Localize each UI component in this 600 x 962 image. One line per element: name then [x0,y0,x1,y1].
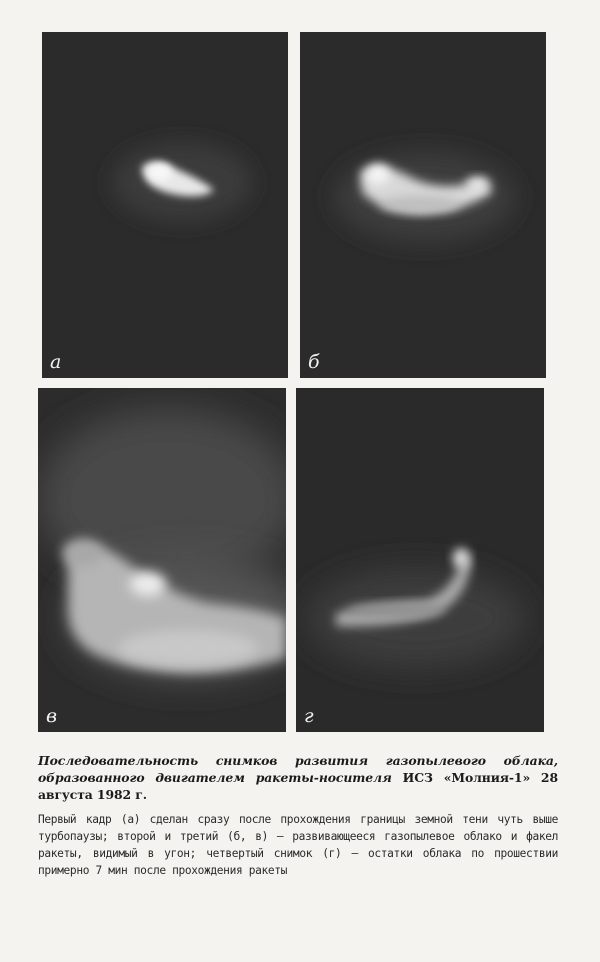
photo-figure [38,30,550,736]
caption-body: Первый кадр (а) сделан сразу после прохождения границы земной тени чуть выше турбопаузы; второй и третий (б, в) — развивающееся газопылевое облако и факел ракеты, видимый в угон; четвертый снимок (г) — остатки облака по прошествии примерно 7 мин после прохождения ракеты [38,813,558,877]
photo-panel-c [38,388,286,732]
panel-label-a: а [50,351,62,373]
panel-label-b: б [308,351,320,373]
caption-title [38,752,558,803]
caption-title-italic: Последовательность снимков развития газопылевого облака, образованного двигателем ракеты-носителя [38,753,558,785]
panel-label-c: в [46,705,58,727]
cloud-image-b [300,32,546,378]
figure-caption [38,752,558,879]
cloud-image-d [296,388,544,732]
photo-panel-a [42,32,288,378]
photo-panel-b [300,32,546,378]
photo-panel-d [296,388,544,732]
cloud-image-a [42,32,288,378]
caption-title-plain: ИСЗ «Молния-1» 28 августа 1982 г. [38,770,558,802]
panel-label-d: г [304,705,314,727]
cloud-image-c [38,388,286,732]
